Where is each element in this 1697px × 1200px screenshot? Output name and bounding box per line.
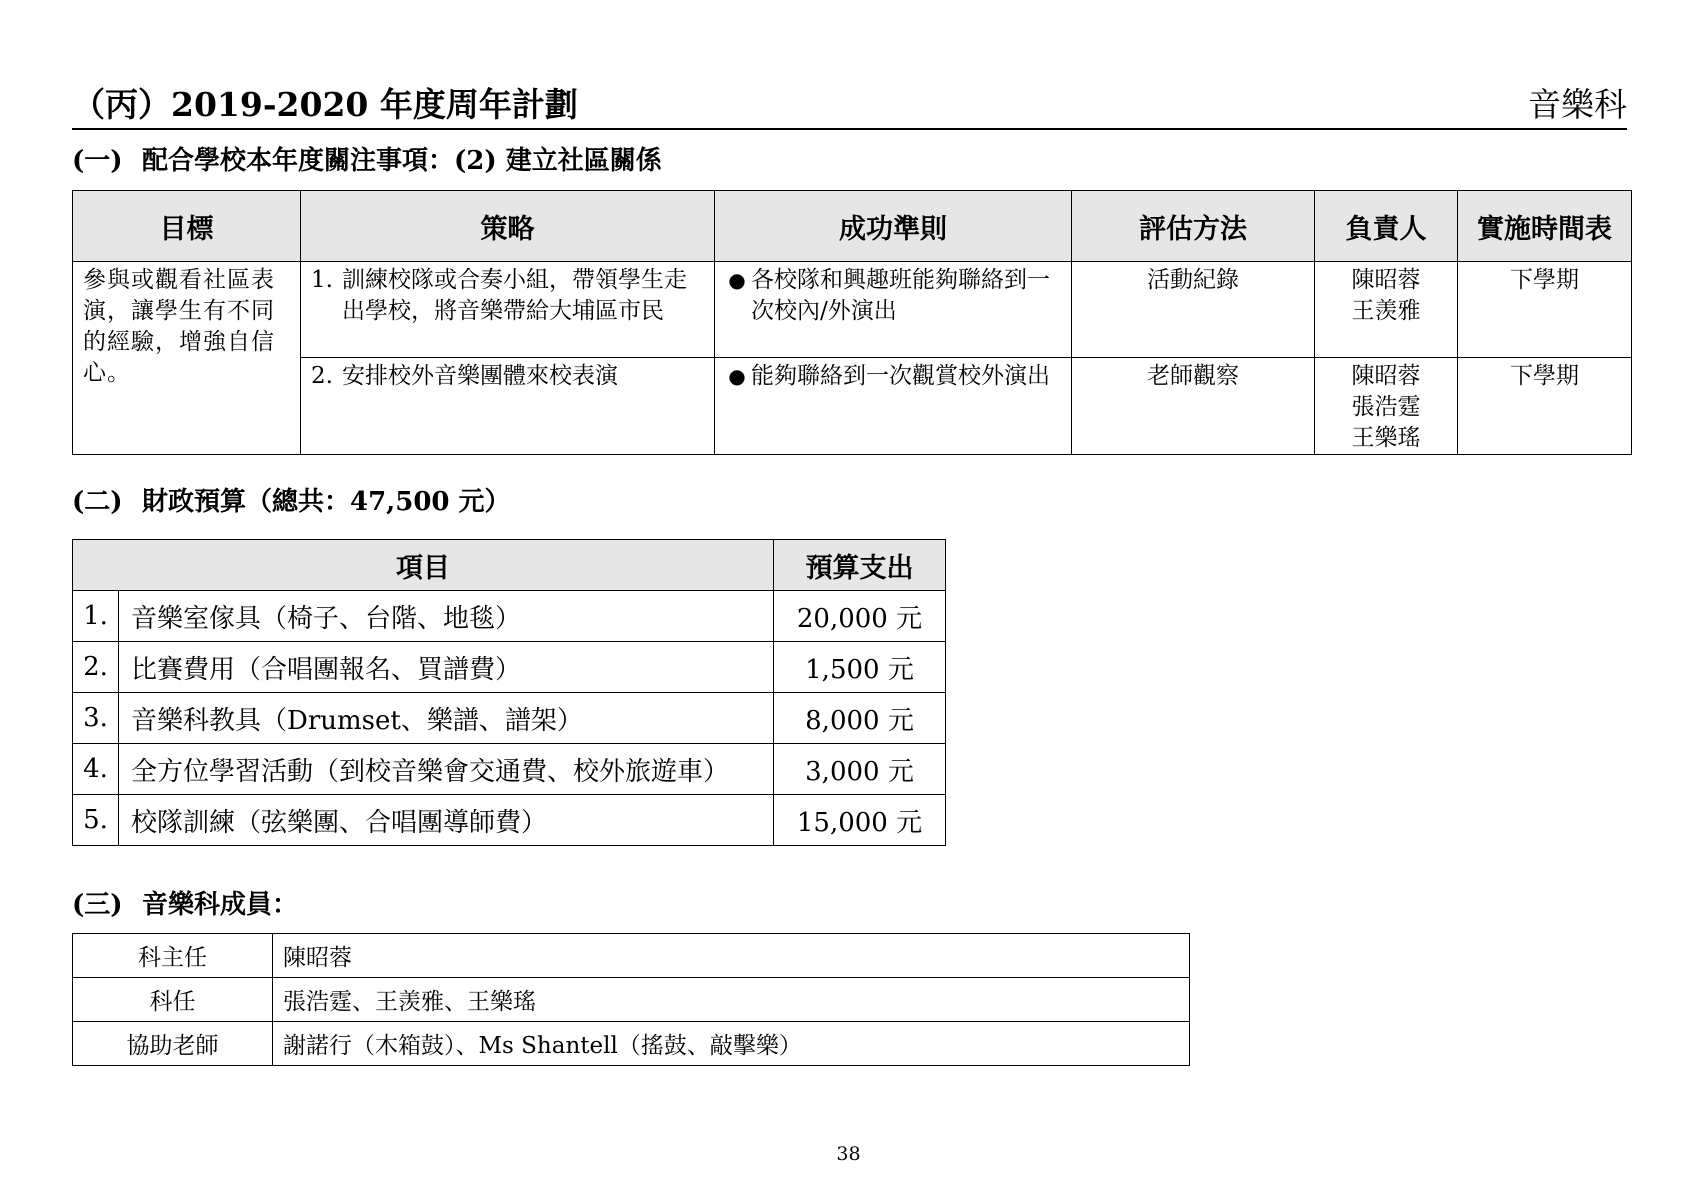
table-row	[73, 1022, 1190, 1066]
section-1-heading	[72, 140, 662, 177]
section-1-number: (一)	[72, 146, 123, 176]
person-name: 王樂瑤	[1351, 425, 1421, 451]
evaluation-cell: 活動紀錄	[1072, 262, 1315, 358]
table-header-row	[73, 191, 1632, 262]
person-name: 張浩霆	[1351, 394, 1421, 420]
person-name: 陳昭蓉	[1351, 363, 1421, 389]
person-cell	[1315, 262, 1458, 358]
member-names: 謝諾行（木箱鼓）、Ms Shantell（搖鼓、敲擊樂）	[273, 1022, 1190, 1066]
person-name: 王羡雅	[1351, 298, 1421, 324]
budget-item: 音樂室傢具（椅子、台階、地毯）	[119, 591, 774, 642]
table-row	[73, 795, 946, 846]
table-row	[73, 642, 946, 693]
budget-item: 比賽費用（合唱團報名、買譜費）	[119, 642, 774, 693]
table-row	[73, 358, 1632, 455]
section-2-heading	[72, 481, 511, 518]
section-2-title: 財政預算（總共：47,500 元）	[142, 487, 511, 517]
column-header: 目標	[73, 191, 301, 262]
members-table	[72, 933, 1190, 1066]
section-3-number: (三)	[72, 890, 123, 920]
goal-cell: 參與或觀看社區表演，讓學生有不同的經驗，增強自信心。	[73, 262, 301, 455]
subject-name: 音樂科	[1528, 85, 1627, 124]
row-number: 1.	[73, 591, 119, 642]
page-number: 38	[836, 1143, 861, 1165]
row-number: 4.	[73, 744, 119, 795]
page-title: （丙）2019-2020 年度周年計劃	[72, 85, 578, 124]
budget-item: 全方位學習活動（到校音樂會交通費、校外旅遊車）	[119, 744, 774, 795]
criteria-cell	[715, 262, 1072, 358]
budget-amount: 20,000 元	[774, 591, 946, 642]
member-names: 張浩霆、王羡雅、王樂瑤	[273, 978, 1190, 1022]
member-role: 科任	[73, 978, 273, 1022]
row-number: 2.	[73, 642, 119, 693]
person-cell	[1315, 358, 1458, 455]
strategy-cell	[301, 262, 715, 358]
budget-amount: 8,000 元	[774, 693, 946, 744]
schedule-cell: 下學期	[1458, 358, 1632, 455]
section-3-heading	[72, 884, 298, 921]
budget-amount: 15,000 元	[774, 795, 946, 846]
annual-plan-table	[72, 190, 1632, 455]
section-3-title: 音樂科成員：	[142, 890, 299, 920]
table-header-row	[73, 540, 946, 591]
criteria-text: 各校隊和興趣班能夠聯絡到一次校內/外演出	[751, 267, 1050, 324]
bullet-icon: ●	[728, 268, 746, 292]
budget-amount: 3,000 元	[774, 744, 946, 795]
section-2-number: (二)	[72, 487, 123, 517]
column-header: 實施時間表	[1458, 191, 1632, 262]
table-row	[73, 693, 946, 744]
column-header: 成功準則	[715, 191, 1072, 262]
budget-table	[72, 539, 946, 846]
member-role: 協助老師	[73, 1022, 273, 1066]
member-role: 科主任	[73, 934, 273, 978]
column-header: 項目	[73, 540, 774, 591]
criteria-text: 能夠聯絡到一次觀賞校外演出	[751, 363, 1050, 389]
strategy-text: 訓練校隊或合奏小組，帶領學生走出學校，將音樂帶給大埔區市民	[342, 267, 687, 324]
table-row	[73, 591, 946, 642]
bullet-icon: ●	[728, 364, 746, 388]
column-header: 負責人	[1315, 191, 1458, 262]
budget-item: 校隊訓練（弦樂團、合唱團導師費）	[119, 795, 774, 846]
evaluation-cell: 老師觀察	[1072, 358, 1315, 455]
person-name: 陳昭蓉	[1351, 267, 1421, 293]
page-header	[72, 82, 1627, 130]
table-row	[73, 744, 946, 795]
column-header: 評估方法	[1072, 191, 1315, 262]
table-row	[73, 262, 1632, 358]
strategy-cell	[301, 358, 715, 455]
schedule-cell: 下學期	[1458, 262, 1632, 358]
table-row	[73, 934, 1190, 978]
row-number: 3.	[73, 693, 119, 744]
budget-amount: 1,500 元	[774, 642, 946, 693]
criteria-cell	[715, 358, 1072, 455]
column-header: 策略	[301, 191, 715, 262]
table-row	[73, 978, 1190, 1022]
strategy-text: 安排校外音樂團體來校表演	[342, 363, 618, 389]
column-header: 預算支出	[774, 540, 946, 591]
strategy-number: 1.	[311, 267, 333, 293]
strategy-number: 2.	[311, 363, 333, 389]
budget-item: 音樂科教具（Drumset、樂譜、譜架）	[119, 693, 774, 744]
row-number: 5.	[73, 795, 119, 846]
section-1-title: 配合學校本年度關注事項：(2) 建立社區關係	[142, 146, 662, 176]
member-names: 陳昭蓉	[273, 934, 1190, 978]
